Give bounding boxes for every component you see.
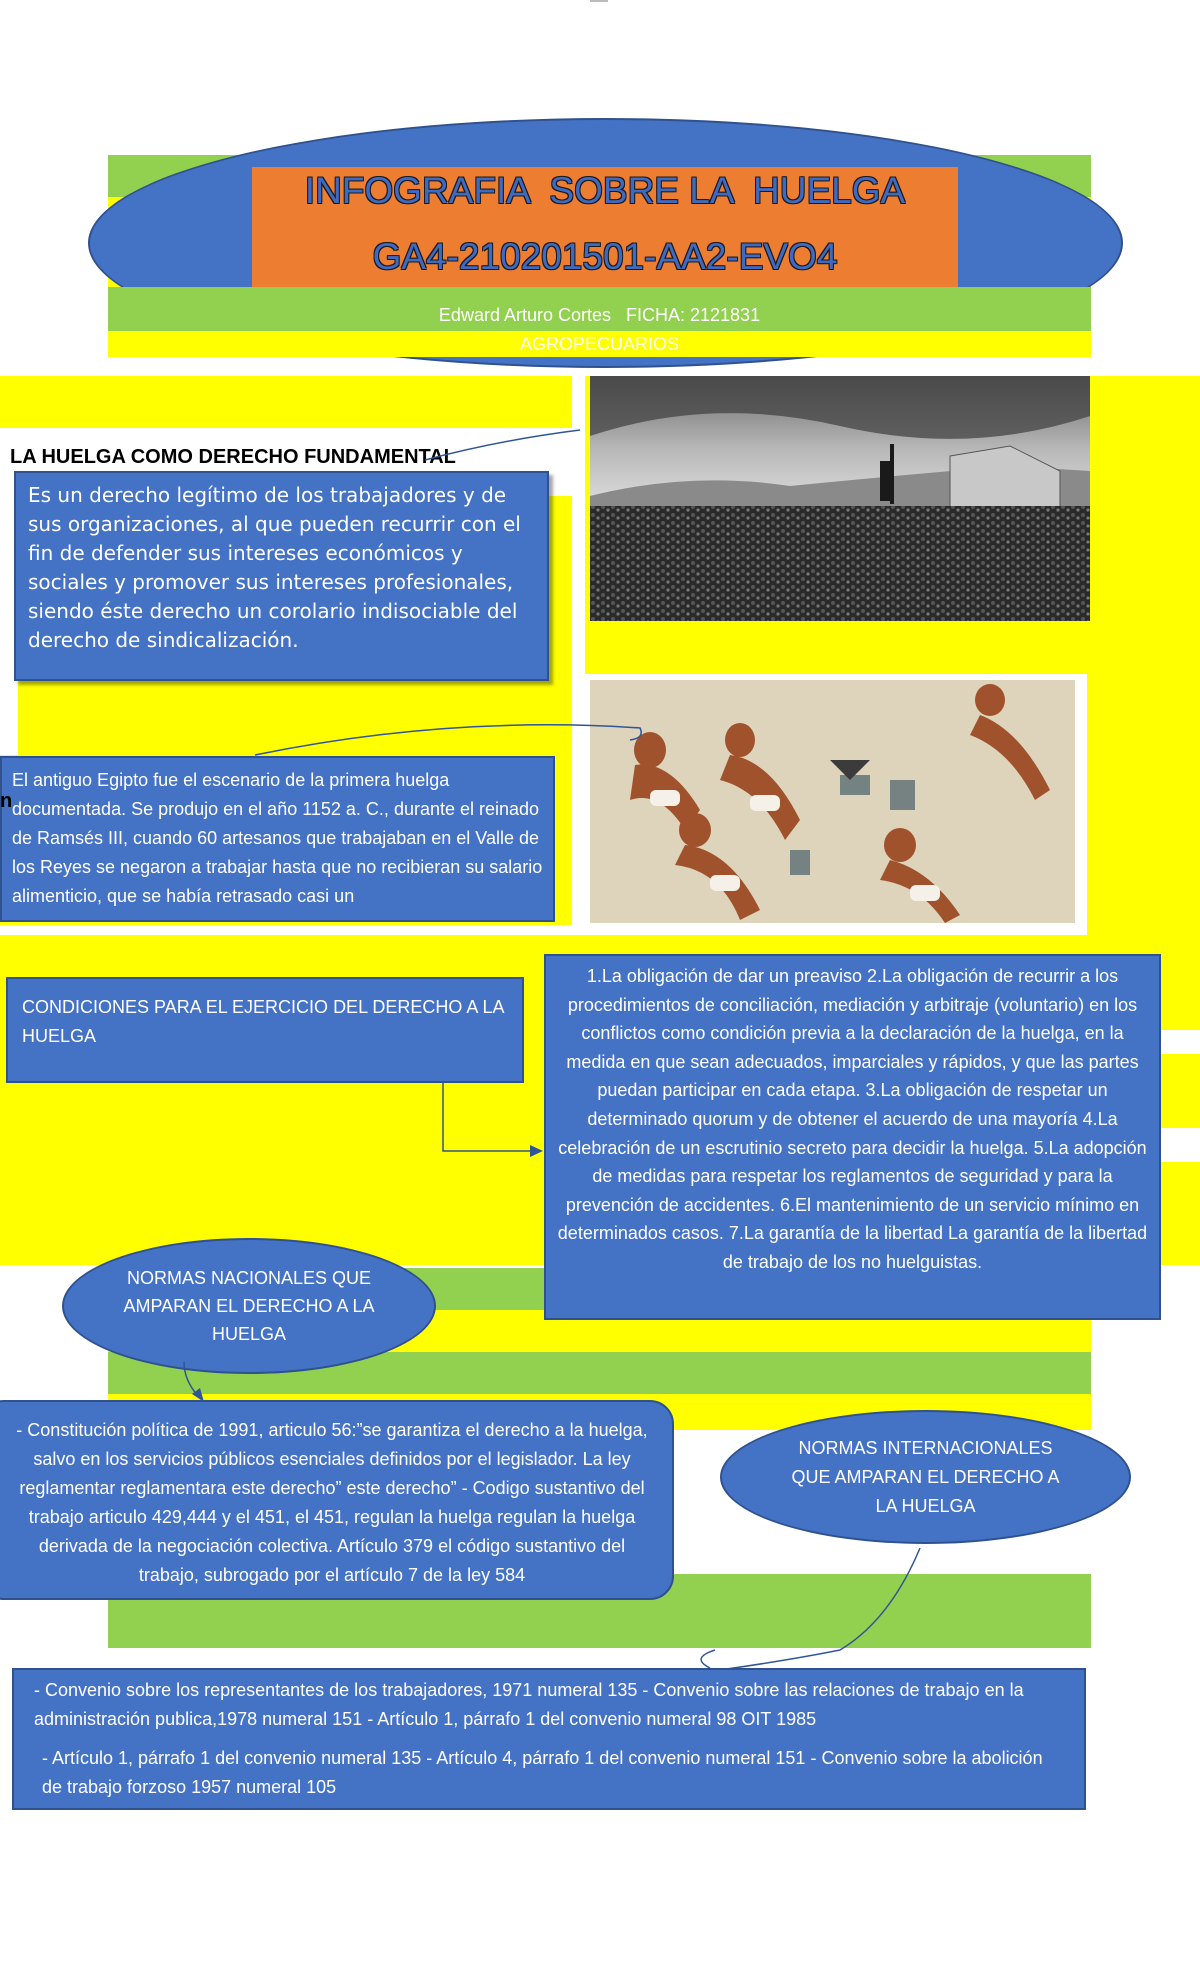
conditions-title-box (6, 977, 524, 1083)
egyptian-mural (590, 680, 1075, 923)
white-notch (1160, 1030, 1200, 1054)
conditions-arrow (435, 1083, 545, 1158)
egypt-box (0, 756, 555, 922)
connector-crowd (420, 425, 585, 465)
activity-code: GA4-210201501-AA2-EVO4 (372, 236, 838, 277)
connector-egypt (250, 710, 650, 760)
section1-body: Es un derecho legítimo de los trabajadores y de sus organizaciones, al que pueden recurrir con el fin de defender sus intereses económicos y sociales y promover sus intereses profesionales, siendo éste derecho un corolario indisociable del derecho de sindicalización. (28, 483, 521, 652)
national-ellipse (62, 1238, 436, 1374)
international-ellipse (720, 1410, 1131, 1544)
page-title: INFOGRAFIA SOBRE LA HUELGA (304, 170, 906, 211)
conditions-list: 1.La obligación de dar un preaviso 2.La obligación de recurrir a los procedimientos de conciliación, mediación y arbitraje (voluntario) en los conflictos como condición previa a la declaración de la huelga, en la medida en que sean adecuados, imparciales y rápidos, y que las partes puedan participar en cada etapa. 3.La obligación de respetar un determinado quorum y de obtener el acuerdo de una mayoría 4.La celebración de un escrutinio secreto para decidir la huelga. 5.La adopción de medidas para respetar los reglamentos de seguridad y para la prevención de accidentes. 6.El mantenimiento de un servicio mínimo en determinados casos. 7.La garantía de la libertad La garantía de la libertad de trabajo de los no huelguistas. (557, 966, 1148, 1272)
author-line: Edward Arturo Cortes FICHA: 2121831 (438, 305, 761, 325)
program-label: AGROPECUARIOS (519, 334, 680, 354)
margin-letter: n (0, 790, 13, 812)
international-connector (690, 1540, 930, 1675)
international-box (12, 1668, 1086, 1810)
national-arrow (170, 1360, 210, 1405)
international-para1: - Convenio sobre los representantes de los trabajadores, 1971 numeral 135 - Convenio sobre las relaciones de trabajo en la administración publica,1978 numeral 151 - Artículo 1, párrafo 1 del convenio numeral 98 OIT 1985 (34, 1680, 1024, 1729)
crowd-photo (590, 376, 1090, 621)
white-notch-2 (1160, 1128, 1200, 1162)
right-yellow-strip (1087, 674, 1200, 944)
left-yellow-top (0, 376, 572, 428)
egypt-text: El antiguo Egipto fue el escenario de la primera huelga documentada. Se produjo en el año 1152 a. C., durante el reinado de Ramsés III, cuando 60 artesanos que trabajaban en el Valle de los Reyes se negaron a trabajar hasta que no recibieran su salario alimenticio, que se había retrasado casi un (12, 770, 543, 906)
conditions-title: CONDICIONES PARA EL EJERCICIO DEL DERECHO A LA HUELGA (22, 997, 504, 1046)
international-para2: - Artículo 1, párrafo 1 del convenio numeral 135 - Artículo 4, párrafo 1 del convenio numeral 151 - Convenio sobre la abolición de trabajo forzoso 1957 numeral 105 (42, 1748, 1043, 1797)
national-box (0, 1400, 674, 1600)
top-mark (590, 0, 608, 2)
national-title: NORMAS NACIONALES QUE AMPARAN EL DERECHO A LA HUELGA (123, 1268, 375, 1344)
section1-body-box (14, 471, 549, 681)
national-text: - Constitución política de 1991, articulo 56:”se garantiza el derecho a la huelga, salvo en los servicios públicos esenciales definidos por el legislador. La ley reglamentar reglamentara este derecho” este derecho” - Codigo sustantivo del trabajo articulo 429,444 y el 451, el 451, regulan la huelga regulan la huelga derivada de la negociación colectiva. Artículo 379 el código sustantivo del trabajo, subrogado por el artículo 7 de la ley 584 (16, 1420, 648, 1585)
international-title: NORMAS INTERNACIONALES QUE AMPARAN EL DERECHO A LA HUELGA (791, 1437, 1060, 1516)
section1-heading: LA HUELGA COMO DERECHO FUNDAMENTAL (10, 446, 456, 468)
conditions-list-box (544, 954, 1161, 1320)
